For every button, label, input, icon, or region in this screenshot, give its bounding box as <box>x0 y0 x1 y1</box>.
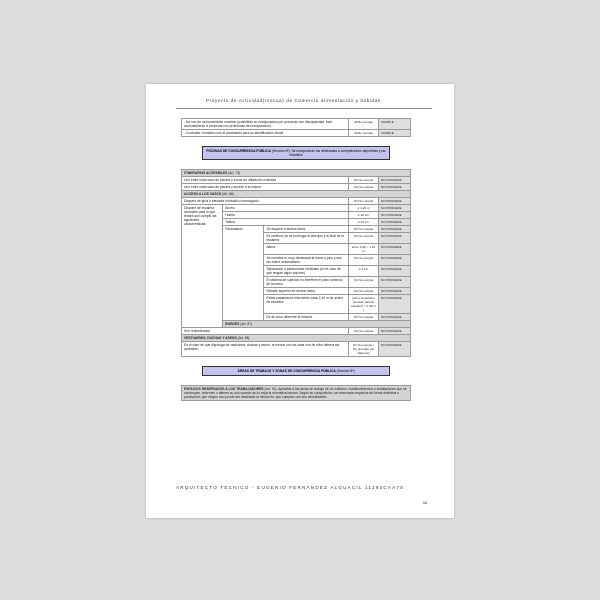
row-description: El sistema de sujeción no interfiere el paso continuo de la mano <box>264 277 349 288</box>
espacios-text: ESPACIOS RESERVADOS A LOS TRABAJADORES (Art. 91). Aplicable a las áreas de trabajo de los edificios, establecimientos e instalaciones que se construyan, reformen o alteren su uso cuando así lo exija la normativa laboral. Según su composición, se reservarán espacios de forma definitiva o provisional, que ningún otro puede ser destinado al mismo fin, que cumplan con sus necesidades. <box>182 386 411 401</box>
page-number: 48 <box>422 500 427 505</box>
row-description: Dispone de grúa o elevador hidráulico homologado. <box>182 198 349 205</box>
row-result: NO PROCEDE <box>378 184 410 191</box>
row-status: ≤ 16 cm <box>349 219 379 226</box>
row-status: entre 0,90 – 1,10 m <box>349 244 379 255</box>
row-description: Es de color diferente al entorno <box>264 314 349 321</box>
row-description: Remate superior en ambos lados <box>264 288 349 295</box>
row-description: Separación a paramentos verticales (en el caso de que tengan algún soporte) <box>264 266 349 277</box>
row-status: Sí/ No cumple <box>349 314 379 321</box>
row-status: ≥ 1,20 m <box>349 205 379 212</box>
row-status: ≥ 30 cm <box>349 212 379 219</box>
row-description: Se muestra rrr muy destacada la mano y pico y sus res sobre automatismo <box>264 255 349 266</box>
document-page <box>146 84 454 518</box>
row-description: En el caso de que disponga de vestuarios, duchas y aseos, al menos uno de cada uno de ellos deberá ser accesible. <box>182 342 349 357</box>
section-heading-acceso: ACCESO A LOS VASOS (Art. 86) <box>182 191 411 198</box>
row-result: NO PROCEDE <box>378 226 410 233</box>
row-result: NO PROCEDE <box>378 295 410 314</box>
row-status: Sí/No cumple <box>349 119 379 130</box>
row-result: NO PROCEDE <box>378 198 410 205</box>
section-heading-vestuarios: VESTUARIOS, DUCHAS Y ASEOS (Art. 88) <box>182 335 411 342</box>
table-row <box>182 198 411 205</box>
row-result: NO PROCEDE <box>378 314 410 321</box>
banner-title: ÁREAS DE TRABAJO Y ZONAS DE CONCURRENCIA PÚBLICA <box>237 369 336 373</box>
row-status: (sí/no cumple/no procede (ancho escalera < 2,40 m ) <box>349 295 379 314</box>
row-result: NO PROCEDE <box>378 277 410 288</box>
table-row <box>182 184 411 191</box>
row-description: Existe pasamanos intermedio cada 2,40 m de ancho de escalera <box>264 295 349 314</box>
section-heading-row <box>182 170 411 177</box>
row-description: Altura <box>264 244 349 255</box>
page-content <box>181 118 411 401</box>
row-status: Sí/ No cumple <box>349 255 379 266</box>
section-banner-areas-trabajo <box>202 366 390 376</box>
row-description: Uno entre cada vaso de piscina y acceso a la misma <box>182 184 349 191</box>
section-heading-bordes: BORDES (Art. 87) <box>223 321 411 328</box>
row-status: ≥ 4 cm <box>349 266 379 277</box>
row-description: Son redondeados <box>182 328 349 335</box>
table-row <box>182 328 411 335</box>
row-result: CUMPLE <box>378 119 410 130</box>
table-row <box>182 342 411 357</box>
header-divider <box>176 108 432 109</box>
row-description: - No son de accionamiento rotatorio (posibilitan su manipulación por personas con discapacidad, fácil accionamiento a personas con problemas de manipulación). <box>182 119 349 130</box>
row-status: Sí/No cumple <box>349 130 379 137</box>
row-result: NO PROCEDE <box>378 342 410 357</box>
row-result: NO PROCEDE <box>378 328 410 335</box>
table-row <box>182 177 411 184</box>
row-status: Sí/ No cumple <box>349 277 379 288</box>
row-result: NO PROCEDE <box>378 212 410 219</box>
row-result: NO PROCEDE <box>378 205 410 212</box>
table-row <box>182 119 411 130</box>
dim-label: Ancho <box>223 205 349 212</box>
row-description: - Contraste cromático con el paramento para su identificación visual <box>182 130 349 137</box>
dim-label: Huella <box>223 212 349 219</box>
row-result: NO PROCEDE <box>378 255 410 266</box>
row-result: CUMPLE <box>378 130 410 137</box>
row-description: Es continuo (si se prolonga al principio y al final de la escalera <box>264 233 349 244</box>
row-status: Sí/ No cumple <box>349 198 379 205</box>
espacios-table <box>181 385 411 401</box>
row-result: NO PROCEDE <box>378 244 410 255</box>
dim-label: Tabica <box>223 219 349 226</box>
row-status: Sí/ No cumple <box>349 177 379 184</box>
banner-subtitle: (Sección 6ª). Se excepcionan las destinadas a competiciones deportivas y las infantiles <box>270 149 386 157</box>
pasamanos-label: Pasamanos <box>223 226 264 321</box>
row-result: NO PROCEDE <box>378 233 410 244</box>
footer-author: ARQUITECTO TÉCNICO - EUGENIO FERNÁNDEZ ALGUACIL 11293CAA78 <box>176 485 404 490</box>
row-status: Sí/ No cumple <box>349 226 379 233</box>
banner-subtitle: (Sección 8ª) <box>335 369 355 373</box>
table-row <box>182 386 411 401</box>
row-status: Sí/ No cumple <box>349 288 379 295</box>
piscinas-table <box>181 169 411 357</box>
row-status: Sí/ No cumple <box>349 233 379 244</box>
section-heading-row <box>182 191 411 198</box>
row-result: NO PROCEDE <box>378 288 410 295</box>
row-result: NO PROCEDE <box>378 219 410 226</box>
row-result: NO PROCEDE <box>378 266 410 277</box>
row-description: Uno entre cada vaso de piscina y zonas de utilización colectiva <box>182 177 349 184</box>
section-heading-itinerarios: ITINERARIOS ACCESIBLES (Art. 73) <box>182 170 411 177</box>
row-result: NO PROCEDE <box>378 177 410 184</box>
row-status: Sí/ No cumple <box>349 328 379 335</box>
section-banner-piscinas <box>202 146 390 160</box>
escalera-label: Dispone de escalera accesible para lo que tendrá que cumplir las siguientes características: <box>182 205 223 328</box>
row-status: Sí/ No cumple <box>349 184 379 191</box>
row-description: Se dispone a ambos lados <box>264 226 349 233</box>
section-heading-row <box>182 335 411 342</box>
page-header-title: Proyecto de Actividad(Inocua) de Comercio alimentación y bebidas <box>206 98 381 103</box>
table-row <box>182 205 411 212</box>
row-status: Sí/ No cumple / No procede (no dispone) <box>349 342 379 357</box>
table-row <box>182 130 411 137</box>
banner-title: PISCINAS DE CONCURRENCIA PÚBLICA <box>206 149 271 153</box>
top-table <box>181 118 411 137</box>
